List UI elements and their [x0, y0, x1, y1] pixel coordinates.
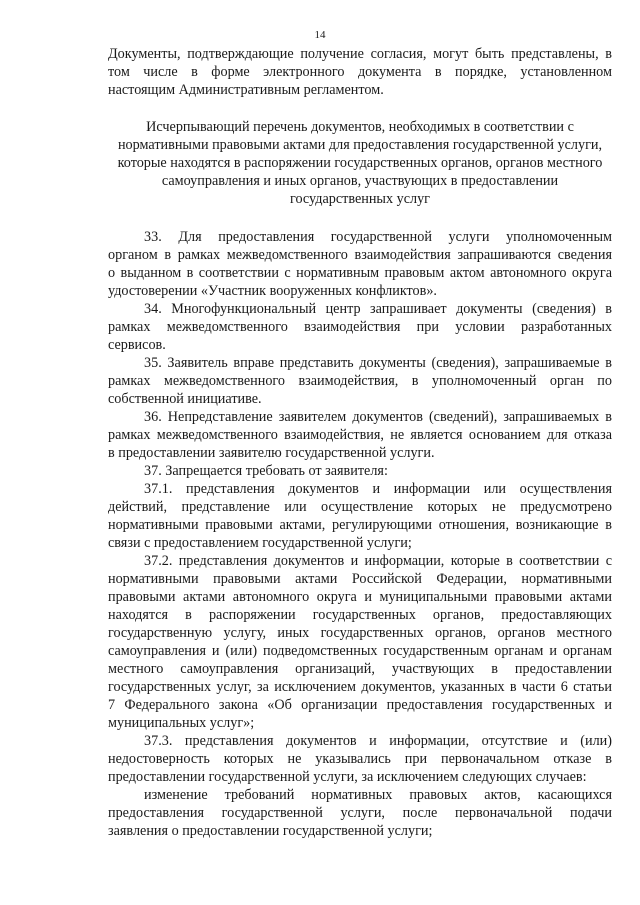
text-line: 36. Непредставление заявителем документов (сведений), запрашиваемых в: [144, 409, 612, 425]
text-line: недостоверность которых не указывались при первоначальном отказе в: [108, 751, 612, 767]
text-line: правовыми актами автономного округа и муниципальными правовыми актами: [108, 589, 612, 605]
text-line: связи с предоставлением государственной услуги;: [108, 535, 412, 551]
text-line: действий, представление или осуществление которых не предусмотрено: [108, 499, 612, 515]
section-heading-line: которые находятся в распоряжении государственных органов, органов местного: [117, 155, 603, 171]
section-heading-line: государственных услуг: [290, 191, 430, 207]
text-line: рамках межведомственного взаимодействия, в уполномоченный орган по: [108, 373, 612, 389]
text-line: 35. Заявитель вправе представить документы (сведения), запрашиваемые в: [144, 355, 612, 371]
text-line: государственных услуг, за исключением документов, указанных в части 6 статьи: [108, 679, 612, 695]
text-line: 34. Многофункциональный центр запрашивает документы (сведения) в: [144, 301, 612, 317]
text-line: государственную услугу, иных государственных органов, органов местного: [108, 625, 612, 641]
text-line: предоставления государственной услуги, после первоначальной подачи: [108, 805, 612, 821]
section-heading-line: нормативными правовыми актами для предоставления государственной услуги,: [117, 137, 603, 153]
text-line: самоуправления и (или) подведомственных государственным органам и органам: [108, 643, 612, 659]
text-line: том числе в форме электронного документа в порядке, установленном: [108, 64, 612, 80]
text-line: заявления о предоставлении государственной услуги;: [108, 823, 433, 839]
text-line: рамках межведомственного взаимодействия, не является основанием для отказа: [108, 427, 612, 443]
text-line: муниципальных услуг»;: [108, 715, 255, 731]
text-line: настоящим Административным регламентом.: [108, 82, 384, 98]
text-line: нормативными правовыми актами Российской Федерации, нормативными: [108, 571, 612, 587]
text-line: 37.1. представления документов и информации или осуществления: [144, 481, 612, 497]
text-line: удостоверении «Участник вооруженных конфликтов».: [108, 283, 437, 299]
text-line: изменение требований нормативных правовых актов, касающихся: [144, 787, 612, 803]
text-line: предоставлении государственной услуги, за исключением следующих случаев:: [108, 769, 587, 785]
text-line: о выданном в соответствии с нормативным правовым актом автономного округа: [108, 265, 612, 281]
text-line: органом в рамках межведомственного взаимодействия запрашиваются сведения: [108, 247, 612, 263]
text-line: Документы, подтверждающие получение согласия, могут быть представлены, в: [108, 46, 612, 62]
text-line: собственной инициативе.: [108, 391, 262, 407]
text-line: 33. Для предоставления государственной услуги уполномоченным: [144, 229, 612, 245]
page-number: 14: [314, 29, 326, 41]
text-line: 7 Федерального закона «Об организации предоставления государственных и: [108, 697, 612, 713]
section-heading-line: Исчерпывающий перечень документов, необходимых в соответствии с: [146, 119, 574, 135]
text-line: находятся в распоряжении государственных органов, предоставляющих: [108, 607, 612, 623]
section-heading-line: самоуправления и иных органов, участвующих в предоставлении: [161, 173, 559, 189]
text-line: рамках межведомственного взаимодействия при условии разработанных: [108, 319, 612, 335]
text-line: 37.3. представления документов и информации, отсутствие и (или): [144, 733, 612, 749]
text-line: местного самоуправления организаций, участвующих в предоставлении: [108, 661, 612, 677]
text-line: 37. Запрещается требовать от заявителя:: [144, 463, 388, 479]
text-line: в предоставлении заявителю государственной услуги.: [108, 445, 435, 461]
text-line: сервисов.: [108, 337, 166, 353]
text-line: нормативными правовыми актами, регулирующими отношения, возникающие в: [108, 517, 612, 533]
text-line: 37.2. представления документов и информации, которые в соответствии с: [144, 553, 612, 569]
